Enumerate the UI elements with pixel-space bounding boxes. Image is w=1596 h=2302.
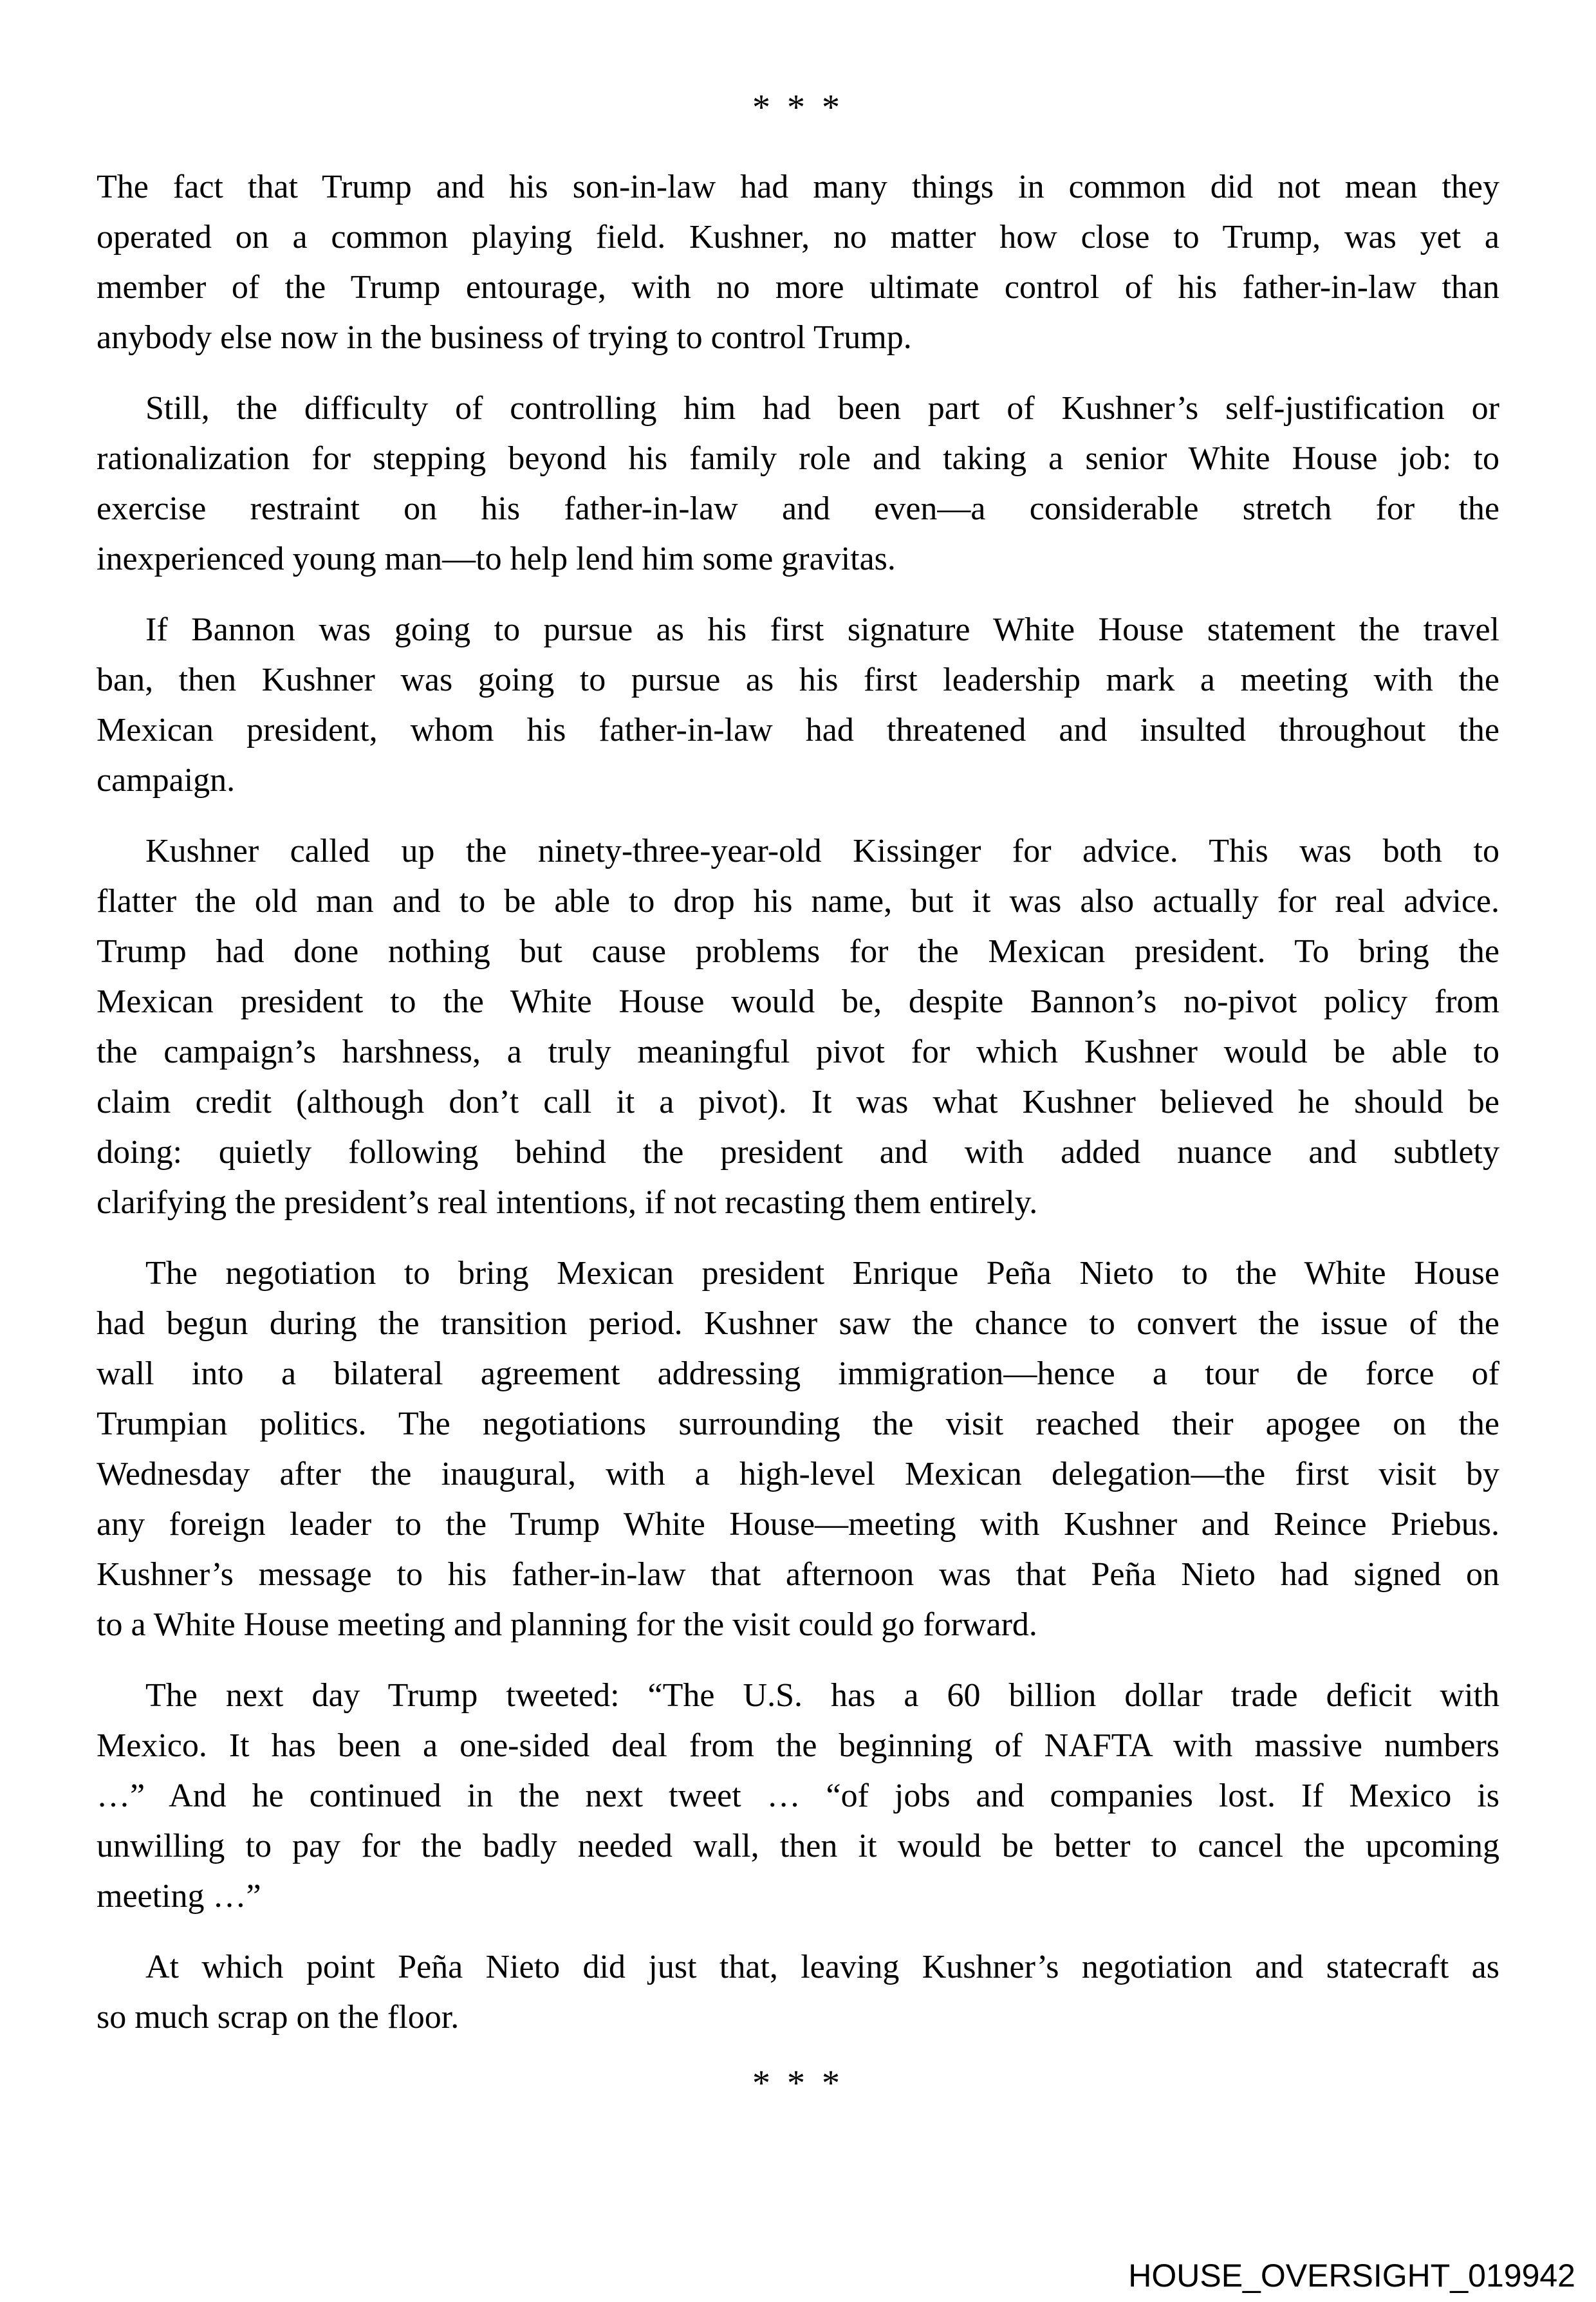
text-line: operated on a common playing field. Kushner, no matter how close to Trump, was yet a	[97, 219, 1499, 255]
text-line: Mexico. It has been a one-sided deal from the beginning of NAFTA with massive numbers	[97, 1727, 1499, 1764]
text-line: had begun during the transition period. Kushner saw the chance to convert the issue of the	[97, 1305, 1499, 1342]
text-line: anybody else now in the business of trying to control Trump.	[97, 319, 912, 356]
page-content	[97, 0, 1499, 2108]
text-line: campaign.	[97, 762, 236, 799]
text-line: the campaign’s harshness, a truly meaningful pivot for which Kushner would be able to	[97, 1034, 1499, 1070]
paragraph	[97, 1942, 1499, 2043]
text-line: If Bannon was going to pursue as his first signature White House statement the travel	[145, 611, 1499, 648]
text-line: Kushner called up the ninety-three-year-old Kissinger for advice. This was both to	[145, 833, 1499, 869]
paragraph	[97, 826, 1499, 1228]
paragraph	[97, 162, 1499, 363]
text-line: unwilling to pay for the badly needed wall, then it would be better to cancel the upcoming	[97, 1828, 1499, 1864]
paragraph	[97, 384, 1499, 584]
text-line: claim credit (although don’t call it a pivot). It was what Kushner believed he should be	[97, 1084, 1499, 1120]
text-line: doing: quietly following behind the president and with added nuance and subtlety	[97, 1134, 1499, 1171]
text-line: The next day Trump tweeted: “The U.S. has a 60 billion dollar trade deficit with	[145, 1677, 1499, 1714]
text-line: inexperienced young man—to help lend him some gravitas.	[97, 541, 896, 577]
section-separator-bottom: * * *	[752, 2063, 844, 2103]
text-line: meeting …”	[97, 1878, 261, 1915]
text-line: The negotiation to bring Mexican president Enrique Peña Nieto to the White House	[145, 1255, 1499, 1292]
text-line: any foreign leader to the Trump White House—meeting with Kushner and Reince Priebus.	[97, 1506, 1499, 1543]
text-line: The fact that Trump and his son-in-law had many things in common did not mean they	[97, 169, 1499, 205]
paragraph	[97, 1248, 1499, 1650]
text-line: Kushner’s message to his father-in-law that afternoon was that Peña Nieto had signed on	[97, 1556, 1499, 1593]
text-line: ban, then Kushner was going to pursue as his first leadership mark a meeting with the	[97, 662, 1499, 698]
text-line: member of the Trump entourage, with no more ultimate control of his father-in-law than	[97, 269, 1499, 306]
paragraph	[97, 605, 1499, 806]
text-line: At which point Peña Nieto did just that, leaving Kushner’s negotiation and statecraft as	[145, 1949, 1499, 1985]
text-line: Trumpian politics. The negotiations surrounding the visit reached their apogee on the	[97, 1406, 1499, 1442]
text-line: Still, the difficulty of controlling him had been part of Kushner’s self-justification or	[145, 390, 1499, 427]
bates-stamp: HOUSE_OVERSIGHT_019942	[1128, 2258, 1575, 2294]
text-line: Mexican president to the White House would be, despite Bannon’s no-pivot policy from	[97, 983, 1499, 1020]
text-line: …” And he continued in the next tweet … “of jobs and companies lost. If Mexico is	[97, 1778, 1499, 1814]
text-line: rationalization for stepping beyond his family role and taking a senior White House job: to	[97, 440, 1499, 477]
text-line: Wednesday after the inaugural, with a high-level Mexican delegation—the first visit by	[97, 1456, 1499, 1492]
text-line: Mexican president, whom his father-in-law had threatened and insulted throughout the	[97, 712, 1499, 748]
paragraph	[97, 1671, 1499, 1922]
text-line: exercise restraint on his father-in-law and even—a considerable stretch for the	[97, 490, 1499, 527]
text-line: so much scrap on the floor.	[97, 1999, 459, 2036]
text-line: Trump had done nothing but cause problems for the Mexican president. To bring the	[97, 933, 1499, 970]
text-line: clarifying the president’s real intentions, if not recasting them entirely.	[97, 1184, 1038, 1221]
text-body	[97, 162, 1499, 2043]
text-line: flatter the old man and to be able to drop his name, but it was also actually for real advice.	[97, 883, 1499, 920]
text-line: wall into a bilateral agreement addressing immigration—hence a tour de force of	[97, 1355, 1499, 1392]
text-line: to a White House meeting and planning for the visit could go forward.	[97, 1606, 1037, 1643]
section-separator-top: * * *	[752, 88, 844, 127]
